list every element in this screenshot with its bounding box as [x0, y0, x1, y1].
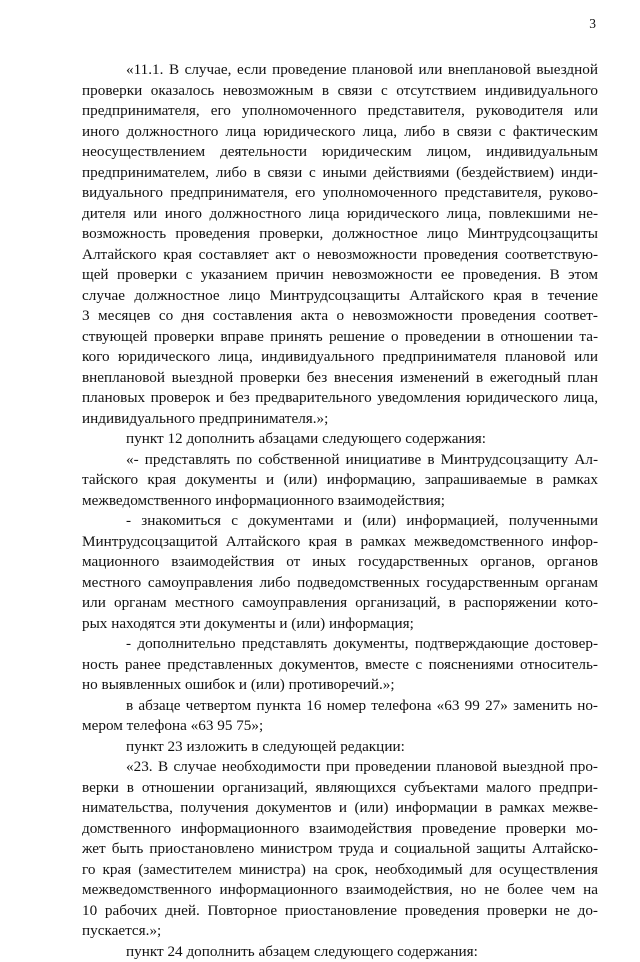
text-line: пускается.»; — [82, 921, 598, 942]
text-line: «23. В случае необходимости при проведении плановой выездной про- — [126, 757, 598, 778]
text-line: Алтайского края составляет акт о невозможности проведения соответствую- — [82, 245, 598, 266]
text-line: 3 месяцев со дня составления акта о невозможности проведения соответ- — [82, 306, 598, 327]
text-line: кого юридического лица, индивидуального предпринимателя плановой или — [82, 347, 598, 368]
text-line: индивидуального предпринимателя.»; — [82, 409, 598, 430]
text-line: мационного взаимодействия от иных государственных органов, органов — [82, 552, 598, 573]
text-line: домственного информационного взаимодействия проведение проверки мо- — [82, 819, 598, 840]
text-line: межведомственного информационного взаимодействия; — [82, 491, 598, 512]
text-line: внеплановой выездной проверки без внесения изменений в ежегодный план — [82, 368, 598, 389]
text-line: нимательства, получения документов и (или) информации в рамках межве- — [82, 798, 598, 819]
text-line: в абзаце четвертом пункта 16 номер телефона «63 99 27» заменить но- — [126, 696, 598, 717]
text-line: пункт 24 дополнить абзацем следующего содержания: — [126, 942, 598, 962]
text-line: «11.1. В случае, если проведение плановой или внеплановой выездной — [126, 60, 598, 81]
text-line: иного должностного лица юридического лица, либо в связи с фактическим — [82, 122, 598, 143]
text-line: дителя или иного должностного лица юридического лица, повлекшими не- — [82, 204, 598, 225]
text-line: возможность проведения проверки, должностное лицо Минтрудсоцзащиты — [82, 224, 598, 245]
text-line: предпринимателем, либо в связи с иными действиями (бездействием) инди- — [82, 163, 598, 184]
text-line: видуального предпринимателя, его уполномоченного представителя, руково- — [82, 183, 598, 204]
text-line: - знакомиться с документами и (или) информацией, полученными — [126, 511, 598, 532]
text-line: пункт 23 изложить в следующей редакции: — [126, 737, 598, 758]
text-line: го края (заместителем министра) на срок, необходимый для осуществления — [82, 860, 598, 881]
text-line: ствующей проверки вправе принять решение о проведении в отношении та- — [82, 327, 598, 348]
text-line: предпринимателя, его уполномоченного представителя, руководителя или — [82, 101, 598, 122]
text-line: пункт 12 дополнить абзацами следующего содержания: — [126, 429, 598, 450]
text-line: 10 рабочих дней. Повторное приостановление проведения проверки не до- — [82, 901, 598, 922]
text-line: или органам местного самоуправления организаций, в распоряжении кото- — [82, 593, 598, 614]
text-line: но выявленных ошибок и (или) противоречий.»; — [82, 675, 598, 696]
text-line: местного самоуправления либо подведомственных государственным органам — [82, 573, 598, 594]
document-body — [118, 60, 598, 962]
text-line: рых находятся эти документы и (или) информация; — [82, 614, 598, 635]
text-line: «- представлять по собственной инициативе в Минтрудсоцзащиту Ал- — [126, 450, 598, 471]
text-line: проверки оказалось невозможным в связи с отсутствием индивидуального — [82, 81, 598, 102]
text-line: случае должностное лицо Минтрудсоцзащиты Алтайского края в течение — [82, 286, 598, 307]
text-line: верки в отношении организаций, являющихся субъектами малого предпри- — [82, 778, 598, 799]
text-line: ность ранее представленных документов, вместе с пояснениями относитель- — [82, 655, 598, 676]
text-line: тайского края документы и (или) информацию, запрашиваемые в рамках — [82, 470, 598, 491]
text-line: Минтрудсоцзащитой Алтайского края в рамках межведомственного инфор- — [82, 532, 598, 553]
text-line: жет быть приостановлено министром труда и социальной защиты Алтайско- — [82, 839, 598, 860]
text-line: щей проверки с указанием причин невозможности ее проведения. В этом — [82, 265, 598, 286]
text-line: неосуществлением деятельности юридическим лицом, индивидуальным — [82, 142, 598, 163]
page-number: 3 — [589, 16, 596, 32]
text-line: - дополнительно представлять документы, подтверждающие достовер- — [126, 634, 598, 655]
text-line: межведомственного информационного взаимодействия, но не более чем на — [82, 880, 598, 901]
text-line: плановых проверок и без предварительного уведомления юридического лица, — [82, 388, 598, 409]
text-line: мером телефона «63 95 75»; — [82, 716, 598, 737]
